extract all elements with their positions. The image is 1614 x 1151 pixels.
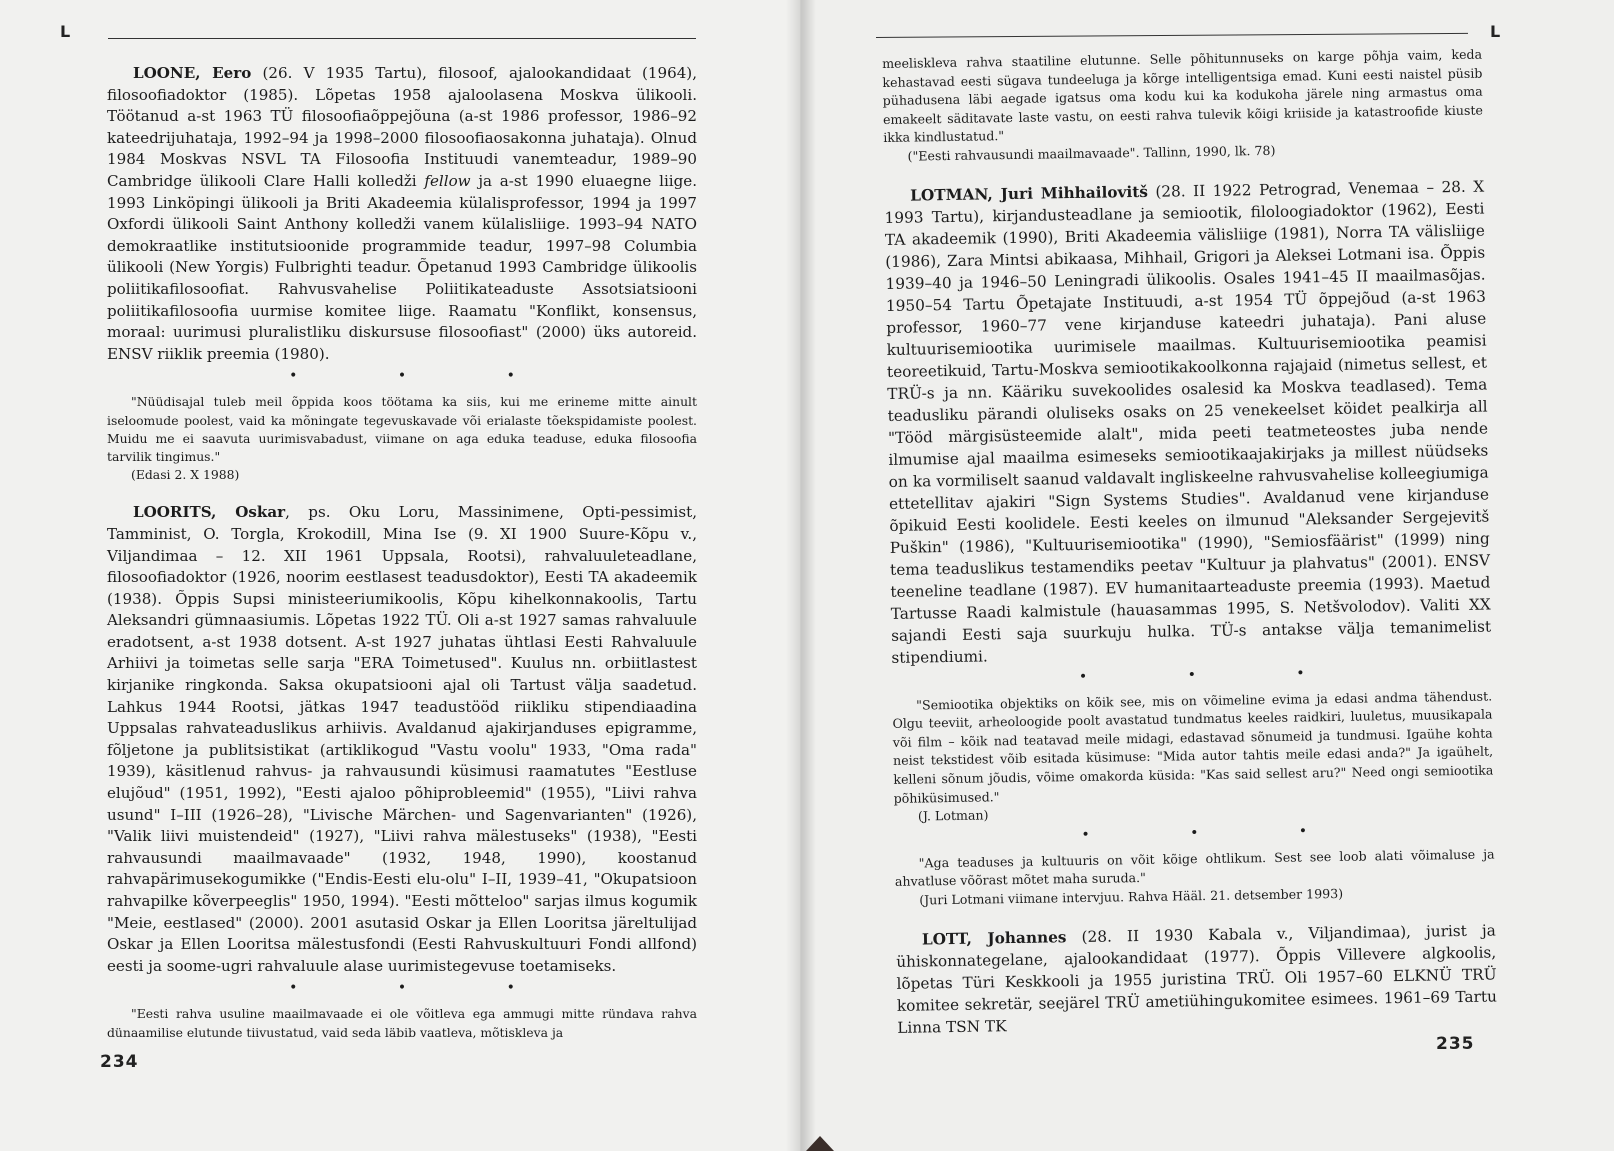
quote-loone: "Nüüdisajal tuleb meil õppida koos töötama ka siis, kui me erineme mitte ainult iseloomude poolest, vaid ka mõningate tegevuskavade või erialaste tõekspidamiste poolest. Muidu me ei saavuta uurimisvabadust, viimane on aga eduka teaduse, eduka filosoofia tarvilik tingimus." [107, 394, 697, 464]
entry-lotman [884, 175, 1492, 668]
corner-mark-left: L [60, 22, 71, 41]
left-page-content [107, 63, 697, 1042]
section-separator: • • • [289, 368, 563, 385]
quote-source: ("Eesti rahvausundi maailmavaade". Tallinn, 1990, lk. 78) [907, 142, 1276, 164]
quote-lotman-2: "Aga teaduses ja kultuuris on võit kõige ohtlikum. Sest see loob alati võimaluse ja ahvatluse võõrast mõtet maha suruda." [894, 846, 1495, 890]
corner-mark-right: L [1490, 22, 1501, 41]
entry-loorits [107, 502, 697, 977]
quote-source: (J. Lotman) [917, 807, 989, 824]
entry-loone [107, 63, 697, 365]
right-page-content [882, 46, 1497, 1039]
header-rule-right [876, 33, 1468, 38]
entry-text: (28. II 1930 Kabala v., Viljandimaa), jurist ja ühiskonnategelane, ajalookandidaat (1977). Õppis Villevere algkoolis, lõpetas Türi Keskkooli ja 1955 juristina TRÜ. Oli 1957–60 ELKNÜ TRÜ komitee sekretär, seejärel TRÜ ametiühingukomitee esimees. 1961–69 Tartu Linna TSN TK [896, 920, 1497, 1037]
section-separator: • • • [1081, 822, 1356, 843]
quote-lotman-1: "Semiootika objektiks on kõik see, mis on võimeline evima ja edasi andma tähendust. Olgu teeviit, arheoloogide poolt avastatud tundmatus keeles raidkiri, luuletus, muusikapala või film – kõik nad teatavad meile midagi, edastavad sõnumeid ja tundmusi. Igaühe kohta neist tekstidest võib esitada küsimuse: "Mida autor tahtis meile edasi anda?" Ja igaühelt, kelleni sõnum jõudis, võime omakorda küsida: "Kas said sellest aru?" Need ongi semiootika põhiküsimused." [892, 688, 1494, 806]
entry-name: LOTMAN, Juri Mihhailovitš [910, 182, 1149, 205]
spine-ribbon [806, 1136, 834, 1151]
entry-text: (26. V 1935 Tartu), filosoof, ajalookandidaat (1964), filosoofiadoktor (1985). Lõpetas 1958 ajaloolasena Moskva ülikooli. Töötanud a-st 1963 TÜ filosoofiaõppejõuna (a-st 1986 professor, 1986–92 kateedrijuhataja, 1992–94 ja 1998–2000 filosoofiaosakonna juhataja). Olnud 1984 Moskvas NSVL TA Filosoofia Instituudi vanemteadur, 1989–90 Cambridge ülikooli Clare Halli kolledži [107, 64, 697, 190]
left-page [0, 0, 800, 1151]
entry-italic: fellow [424, 171, 471, 190]
entry-name: LOORITS, Oskar [133, 503, 286, 522]
entry-name: LOONE, Eero [133, 64, 252, 82]
entry-text-after: ja a-st 1990 eluaegne liige. 1993 Linköpingi ülikooli ja Briti Akadeemia külalisprofessor, 1994 ja 1997 Oxfordi ülikooli Saint Anthony kolledži vanem külalisliige. 1993–94 NATO demokraatlike institutsioonide programmide teadur, 1997–98 Columbia ülikooli (New Yorgis) Fulbrighti teadur. Õpetanud 1993 Cambridge ülikoolis poliitikafilosoofiat. Rahvusvahelise Poliitikateaduste Assotsiatsiooni poliitikafilosoofia uurmise komitee liige. Raamatu "Konflikt, konsensus, moraal: uurimusi pluralistliku diskursuse filosoofiast" (2000) üks autoreid. ENSV riiklik preemia (1980). [107, 171, 697, 363]
section-separator: • • • [289, 980, 563, 997]
quote-loorits: "Eesti rahva usuline maailmavaade ei ole võitleva ega ammugi mitte ründava rahva dünaamilise elutunde tiivustatud, vaid seda läbib vaatleva, mõtiskleva ja [107, 1006, 697, 1040]
quote-source: (Juri Lotmani viimane intervjuu. Rahva Hääl. 21. detsember 1993) [919, 885, 1344, 908]
book-gutter-shadow [786, 0, 816, 1151]
entry-text: , ps. Oku Loru, Massinimene, Opti-pessimist, Tamminist, O. Torgla, Krokodill, Mina Ise (9. XI 1900 Suure-Kõpu v., Viljandimaa – 12. XII 1961 Uppsala, Rootsi), rahvaluuleteadlane, filosoofiadoktor (1926, noorim eestlasest teadusdoktor), Eesti TA akadeemik (1938). Õppis Supsi ministeeriumikoolis, Kõpu kihelkonnakoolis, Tartu Aleksandri gümnaasiumis. Lõpetas 1922 TÜ. Oli a-st 1927 samas rahvaluule eradotsent, a-st 1938 dotsent. A-st 1927 juhatas ühtlasi Eesti Rahvaluule Arhiivi ja toimetas selle sarja "ERA Toimetused". Kuulus nn. orbiitlastest kirjanike ringkonda. Saksa okupatsiooni ajal oli Tartust välja saadetud. Lahkus 1944 Rootsi, jätkas 1947 teadustööd riikliku stipendiaadina Uppsalas rahvateaduslikus arhiivis. Avaldanud ajakirjanduses epigramme, fõljetone ja publitsistikat (artiklikogud "Vastu voolu" 1933, "Oma rada" 1939), käsitlenud rahvus- ja rahvausundi küsimusi raamatutes "Eestluse elujõud" (1951, 1992), "Eesti ajaloo põhiprobleemid" (1955), "Liivi rahva usund" I–III (1926–28), "Livische Märchen- und Sagenvarianten" (1926), "Valik liivi muistendeid" (1927), "Liivi rahva mälestuseks" (1938), "Eesti rahvausundi maailmavaade" (1932, 1948, 1990), koostanud rahvapärimusekogumikke ("Endis-Eesti elu-olu" I–II, 1939–41, "Okupatsioon rahvapilke kõverpeeglis" 1950, 1994). "Eesti mõtteloo" sarjas ilmus kogumik "Meie, eestlased" (2000). 2001 asutasid Oskar ja Ellen Looritsa järeltulijad Oskar ja Ellen Looritsa mälestusfondi (Eesti Rahvuskultuuri Fondi allfond) eesti ja soome-ugri rahvaluule alase uurimistegevuse toetamiseks. [107, 503, 697, 975]
page-number-right: 235 [1436, 1034, 1475, 1054]
page-number-left: 234 [100, 1052, 139, 1072]
entry-name: LOTT, Johannes [921, 927, 1067, 948]
quote-loorits-continued: meeliskleva rahva staatiline elutunne. Selle põhitunnuseks on karge põhja vaim, keda kehastavad eesti sügava tundeeluga ja kõrge intelligentsiga emad. Kuni eesti naistel püsib pühadusena läbi aegade igatsus oma kodu kui ka kodukoha järele ning armastus oma emakeelt säditavate laste vastu, on eesti rahva tulevik kõigi kriiside ja katastroofide kiuste ikka kindlustatud." [882, 46, 1484, 146]
header-rule-left [108, 38, 696, 39]
section-separator: • • • [1078, 664, 1353, 685]
entry-lott [896, 919, 1498, 1038]
right-page [802, 0, 1614, 1151]
quote-source: (Edasi 2. X 1988) [131, 467, 240, 483]
entry-text: (28. II 1922 Petrograd, Venemaa – 28. X 1993 Tartu), kirjandusteadlane ja semiootik, filoloogiadoktor (1962), Eesti TA akadeemik (1990), Briti Akadeemia välisliige (1981), Norra TA välisliige (1986), Zara Mintsi abikaasa, Mihhail, Grigori ja Aleksei Lotmani isa. Õppis 1939–40 ja 1946–50 Leningradi ülikoolis. Osales 1941–45 II maailmasõjas. 1950–54 Tartu Õpetajate Instituudi, a-st 1954 TÜ õppejõud (a-st 1963 professor, 1960–77 vene kirjanduse kateedri juhataja). Pani aluse kultuurisemiootika uurimisele maailmas. Kultuurisemiootika peamisi teoreetikuid, Tartu-Moskva semiootikakoolkonna rajajaid (nimetus sellest, et TRÜ-s ja nn. Kääriku suvekoolides osalesid ka Moskva teadlased). Tema teadusliku pärandi oluliseks osaks on 25 venekeelset köidet pealkirja all "Tööd märgisüsteemide alalt", mida peeti teatmeteostes juba nende ilmumise ajal maailma esimeseks semiootikaajakirjaks ja millest nüüdseks on ka vormiliselt saanud valdavalt ingliskeelne rahvusvahelise kolleegiumiga ettetellitav ajakiri "Sign Systems Studies". Avaldanud vene kirjanduse õpikuid Eesti koolidele. Eesti keeles on ilmunud "Aleksander Sergejevitš Puškin" (1986), "Kultuurisemiootika" (1990), "Semiosfäärist" (1999) ning tema teaduslikus testamendiks peetav "Kultuur ja plahvatus" (2001). ENSV teeneline teadlane (1987). EV humanitaarteaduste preemia (1993). Maetud Tartusse Raadi kalmistule (hauasammas 1995, S. Netšvolodov). Valiti XX sajandi Eesti saja suurkuju hulka. TÜ-s antakse välja temanimelist stipendiumi. [884, 177, 1492, 667]
